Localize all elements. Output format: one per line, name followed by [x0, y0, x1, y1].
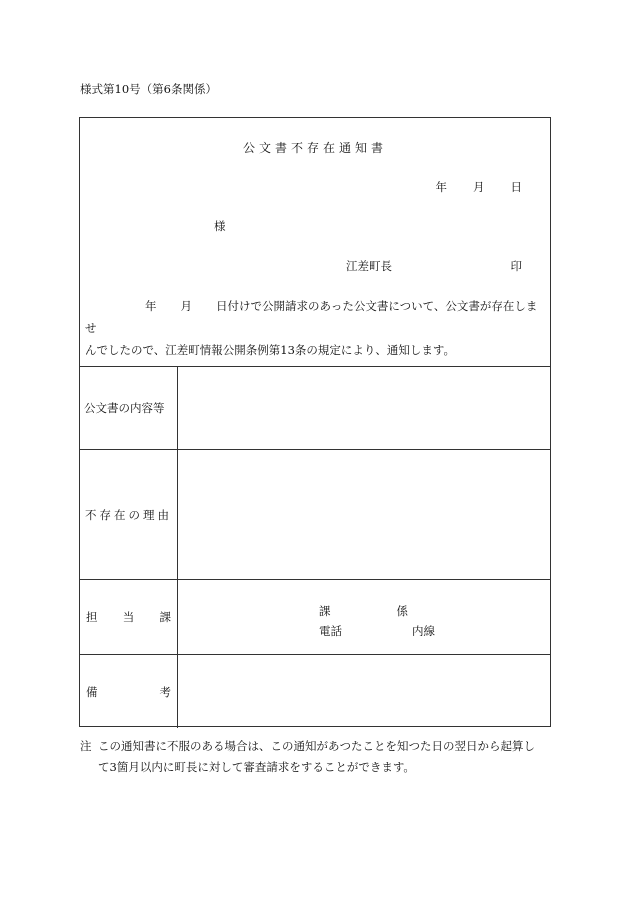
- notice-form: [79, 117, 551, 727]
- issuer-name: 江差町長: [346, 259, 392, 273]
- remarks-row: [80, 655, 550, 728]
- notice-body: [85, 295, 545, 361]
- extension-label: 内線: [412, 624, 435, 638]
- notice-line-1: [85, 295, 545, 339]
- department-field[interactable]: [178, 580, 550, 654]
- date-day-label: 日: [510, 180, 522, 194]
- date-line: [436, 179, 523, 195]
- footnote-mark: 注: [80, 739, 92, 753]
- department-phone-line: [319, 623, 435, 639]
- reason-row: [80, 450, 550, 580]
- phone-label: 電話: [319, 624, 342, 638]
- header-section: [80, 118, 550, 367]
- department-row: [80, 580, 550, 655]
- department-subsection-label: 係: [396, 604, 408, 618]
- reason-field[interactable]: [178, 450, 550, 579]
- footnote-line-2: て3箇月以内に町長に対して審査請求をすることができます。: [98, 760, 415, 774]
- date-year-label: 年: [435, 180, 447, 194]
- content-label: 公文書の内容等: [84, 401, 165, 415]
- footnote-line-1: [80, 736, 552, 757]
- reason-label: 不存在の理由: [85, 507, 172, 522]
- seal-mark: 印: [510, 259, 522, 273]
- remarks-label-cell: [80, 655, 178, 728]
- content-label-cell: [80, 367, 178, 449]
- footnote-text-1: この通知書に不服のある場合は、この通知があつたことを知つた日の翌日から起算し: [98, 739, 535, 753]
- remarks-label-char-2: 考: [159, 684, 171, 699]
- content-row: [80, 367, 550, 450]
- department-label-char-3: 課: [159, 610, 171, 624]
- addressee-suffix: 様: [214, 219, 226, 233]
- remarks-field[interactable]: [178, 655, 550, 728]
- department-label-char-2: 当: [122, 610, 135, 624]
- department-label: [80, 609, 177, 625]
- notice-year-label: 年: [145, 299, 157, 313]
- notice-text-line-1: 日付けで公開請求のあった公文書について、公文書が存在しませ: [85, 299, 538, 335]
- content-field[interactable]: [178, 367, 550, 449]
- notice-month-label: 月: [180, 299, 192, 313]
- footnote: [80, 736, 552, 778]
- department-label-char-1: 担: [86, 610, 98, 624]
- remarks-label: [80, 684, 177, 700]
- form-number: 様式第10号（第6条関係）: [80, 82, 217, 96]
- department-section-line: [319, 603, 408, 619]
- date-month-label: 月: [473, 180, 485, 194]
- document-title: 公文書不存在通知書: [242, 141, 387, 155]
- notice-text-line-2: んでしたので、江差町情報公開条例第13条の規定により、通知します。: [85, 343, 455, 357]
- reason-label-cell: [80, 450, 178, 579]
- remarks-label-char-1: 備: [86, 684, 98, 699]
- department-label-cell: [80, 580, 178, 654]
- department-section-label: 課: [319, 604, 331, 618]
